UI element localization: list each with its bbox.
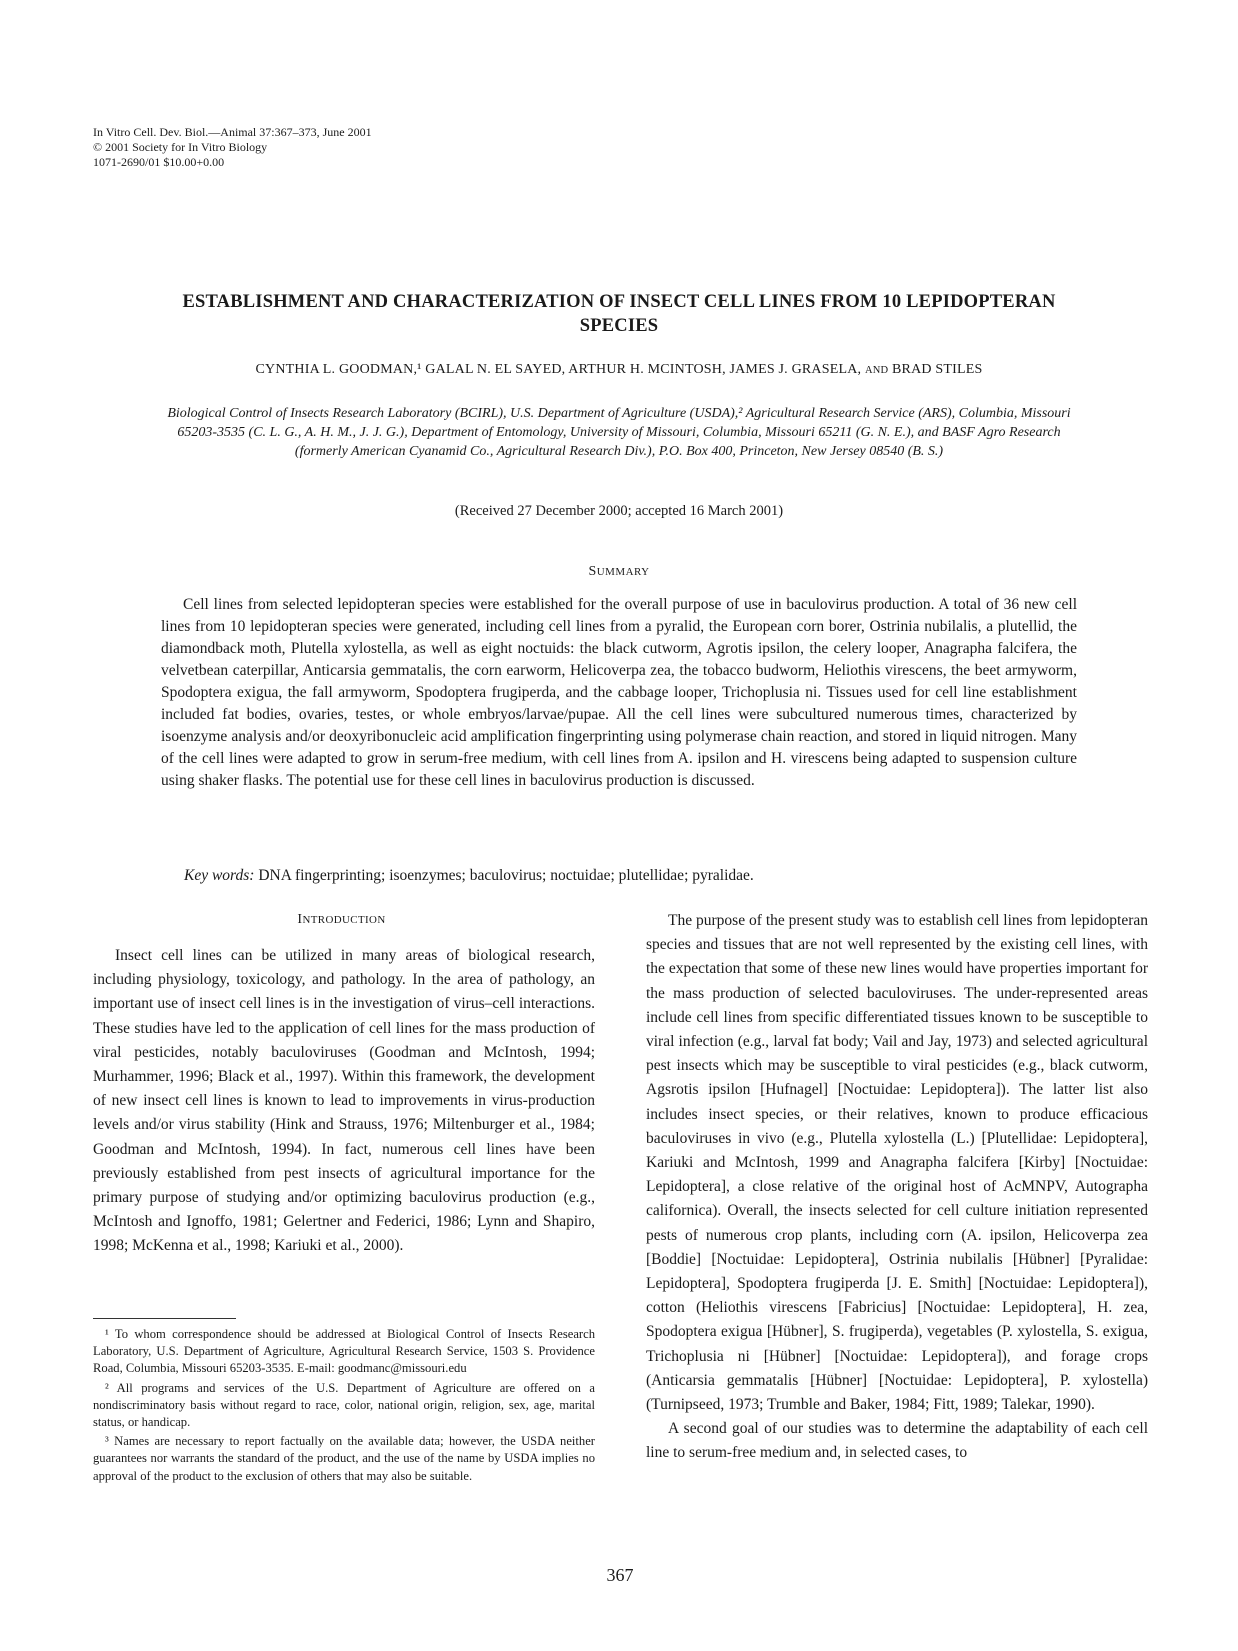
footnote-2: ² All programs and services of the U.S. Department of Agriculture are offered on a nondiscriminatory basis without regard to race, color, national origin, religion, sex, age, marital status, or handicap. bbox=[93, 1380, 595, 1430]
author-list bbox=[150, 362, 1088, 378]
paper-title: ESTABLISHMENT AND CHARACTERIZATION OF INSECT CELL LINES FROM 10 LEPIDOPTERAN SPECIES bbox=[182, 292, 1056, 336]
keywords bbox=[184, 865, 1084, 887]
footnotes bbox=[93, 1326, 595, 1487]
intro-paragraph-3: A second goal of our studies was to determine the adaptability of each cell line to serum-free medium and, in selected cases, to bbox=[646, 1420, 1148, 1462]
journal-citation: In Vitro Cell. Dev. Biol.—Animal 37:367–373, June 2001 bbox=[93, 125, 372, 139]
keywords-label: Key words: bbox=[184, 867, 255, 884]
footnote-divider bbox=[93, 1318, 236, 1319]
affiliations: Biological Control of Insects Research Laboratory (BCIRL), U.S. Department of Agriculture (USDA),² Agricultural Research Service (ARS), Columbia, Missouri 65203-3535 (C. L. G., A. H. M., J. J. G.), Department of Entomology, University of Missouri, Columbia, Missouri 65211 (G. N. E.), and BASF Agro Research (formerly American Cyanamid Co., Agricultural Research Div.), P.O. Box 400, Princeton, New Jersey 08540 (B. S.) bbox=[167, 406, 1071, 459]
author-names: CYNTHIA L. GOODMAN,¹ GALAL N. EL SAYED, ARTHUR H. MCINTOSH, JAMES J. GRASELA, bbox=[255, 362, 862, 377]
introduction-heading: INTRODUCTION bbox=[297, 912, 386, 927]
page-number: 367 bbox=[606, 1565, 634, 1585]
received-dates: (Received 27 December 2000; accepted 16 March 2001) bbox=[454, 503, 784, 519]
journal-header bbox=[93, 125, 372, 170]
summary-text: Cell lines from selected lepidopteran species were established for the overall purpose of use in baculovirus production. A total of 36 new cell lines from 10 lepidopteran species were generated, including cell lines from a pyralid, the European corn borer, Ostrinia nubilalis, a plutellid, the diamondback moth, Plutella xylostella, as well as eight noctuids: the black cutworm, Agrotis ipsilon, the celery looper, Anagrapha falcifera, the velvetbean caterpillar, Anticarsia gemmatalis, the corn earworm, Helicoverpa zea, the tobacco budworm, Heliothis virescens, the beet armyworm, Spodoptera exigua, the fall armyworm, Spodoptera frugiperda, and the cabbage looper, Trichoplusia ni. Tissues used for cell line establishment included fat bodies, ovaries, testes, or whole embryos/larvae/pupae. All the cell lines were subcultured numerous times, characterized by isoenzyme analysis and/or deoxyribonucleic acid amplification fingerprinting using polymerase chain reaction, and stored in liquid nitrogen. Many of the cell lines were adapted to grow in serum-free medium, with cell lines from A. ipsilon and H. virescens being adapted to suspension culture using shaker flasks. The potential use for these cell lines in baculovirus production is discussed. bbox=[161, 596, 1077, 789]
author-and: AND bbox=[864, 365, 889, 376]
footnote-3: ³ Names are necessary to report factually on the available data; however, the USDA neither guarantees nor warrants the standard of the product, and the use of the name by USDA implies no approval of the product to the exclusion of others that may also be suitable. bbox=[93, 1434, 595, 1483]
right-column bbox=[646, 909, 1148, 1466]
footnote-1: ¹ To whom correspondence should be addressed at Biological Control of Insects Research Laboratory, U.S. Department of Agriculture, Agricultural Research Service, 1503 S. Providence Road, Columbia, Missouri 65203-3535. E-mail: goodmanc@missouri.edu bbox=[93, 1327, 595, 1376]
author-last: BRAD STILES bbox=[892, 362, 983, 377]
summary-heading: SUMMARY bbox=[588, 564, 650, 579]
intro-paragraph-2: The purpose of the present study was to establish cell lines from lepidopteran species and tissues that are not well represented by the existing cell lines, with the expectation that some of these new lines would have properties important for the mass production of selected baculoviruses. The under-represented areas include cell lines from specific differentiated tissues known to be susceptible to viral infection (e.g., larval fat body; Vail and Jay, 1973) and selected agricultural pest insects which may be susceptible to viral pesticides (e.g., black cutworm, Agsrotis ipsilon [Hufnagel] [Noctuidae: Lepidoptera]). The latter list also includes insect species, or their relatives, known to produce efficacious baculoviruses in vivo (e.g., Plutella xylostella (L.) [Plutellidae: Lepidoptera], Kariuki and McIntosh, 1999 and Anagrapha falcifera [Kirby] [Noctuidae: Lepidoptera], a close relative of the original host of AcMNPV, Autographa californica). Overall, the insects selected for cell culture initiation represented pests of numerous crop plants, including corn (A. ipsilon, Helicoverpa zea [Boddie] [Noctuidae: Lepidoptera], Ostrinia nubilalis [Hübner] [Pyralidae: Lepidoptera], Spodoptera frugiperda [J. E. Smith] [Noctuidae: Lepidoptera]), cotton (Heliothis virescens [Fabricius] [Noctuidae: Lepidoptera], H. zea, Spodoptera exigua [Hübner], S. frugiperda), vegetables (P. xylostella, S. exigua, Trichoplusia ni [Hübner] [Noctuidae: Lepidoptera]), and forage crops (Anticarsia gemmatalis [Hübner] [Noctuidae: Lepidoptera], P. xylostella) (Turnipseed, 1973; Trumble and Baker, 1984; Fitt, 1989; Talekar, 1990). bbox=[646, 912, 1148, 1414]
intro-paragraph-1: Insect cell lines can be utilized in many areas of biological research, including physiology, toxicology, and pathology. In the area of pathology, an important use of insect cell lines is in the investigation of virus–cell interactions. These studies have led to the application of cell lines for the mass production of viral pesticides, notably baculoviruses (Goodman and McIntosh, 1994; Murhammer, 1996; Black et al., 1997). Within this framework, the development of new insect cell lines is known to lead to improvements in virus-production levels and/or virus stability (Hink and Strauss, 1976; Miltenburger et al., 1984; Goodman and McIntosh, 1994). In fact, numerous cell lines have been previously established from pest insects of agricultural importance for the primary purpose of studying and/or optimizing baculovirus production (e.g., McIntosh and Ignoffo, 1981; Gelertner and Federici, 1986; Lynn and Shapiro, 1998; McKenna et al., 1998; Kariuki et al., 2000). bbox=[93, 947, 595, 1255]
copyright-line: © 2001 Society for In Vitro Biology bbox=[93, 140, 268, 154]
issn-line: 1071-2690/01 $10.00+0.00 bbox=[93, 155, 225, 169]
keywords-text: DNA fingerprinting; isoenzymes; baculovirus; noctuidae; plutellidae; pyralidae. bbox=[258, 867, 754, 884]
left-column bbox=[93, 944, 595, 1259]
